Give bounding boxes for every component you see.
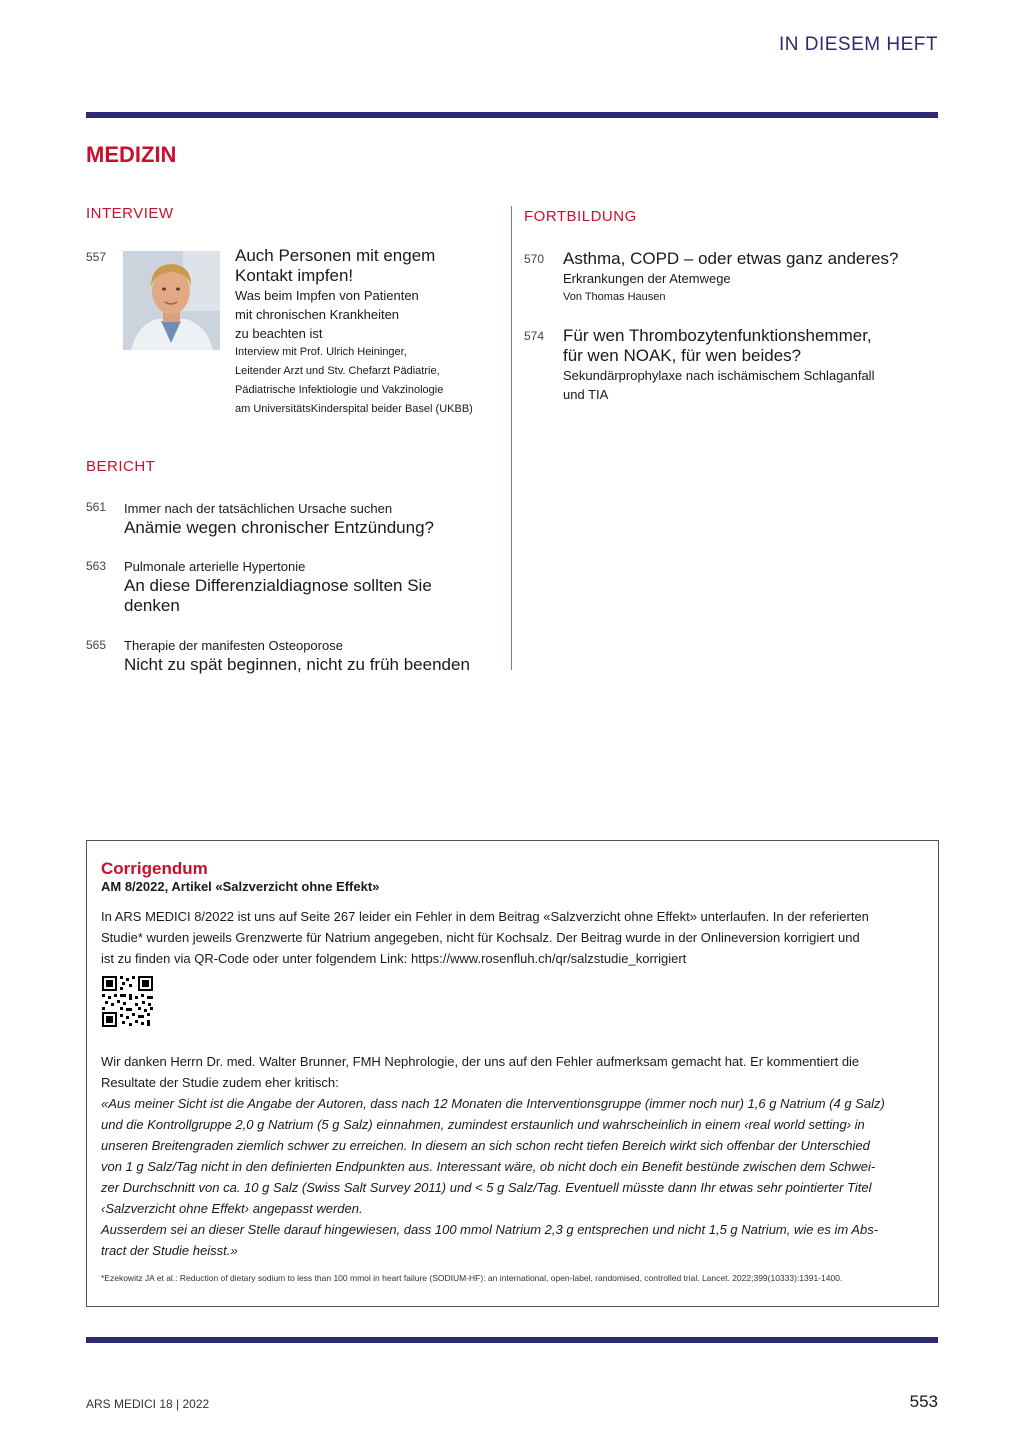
- footnote: *Ezekowitz JA et al.: Reduction of dietary sodium to less than 100 mmol in heart failure (SODIUM-HF): an international, open-label, randomised, controlled trial. Lancet. 2022;399(10333):1391-1400.: [101, 1273, 843, 1283]
- interview-credit: am UniversitätsKinderspital beider Basel (UKBB): [235, 403, 473, 415]
- article-kicker: Immer nach der tatsächlichen Ursache suchen: [124, 501, 393, 516]
- journal-issue: ARS MEDICI 18 | 2022: [86, 1397, 210, 1411]
- quote-line: tract der Studie heisst.»: [101, 1243, 238, 1258]
- article-subtitle: Erkrankungen der Atemwege: [563, 271, 731, 286]
- bericht-entry[interactable]: [124, 499, 434, 538]
- page-number: 565: [86, 638, 107, 652]
- quote-line: «Aus meiner Sicht ist die Angabe der Autoren, dass nach 12 Monaten die Interventionsgruppe (immer noch nur) 1,6 g Natrium (4 g Salz): [101, 1096, 885, 1111]
- quote-line: von 1 g Salz/Tag nicht in den definierten Endpunkten aus. Interessant wäre, ob nicht doch ein Benefit bestünde zwischen dem Schwei-: [101, 1159, 876, 1174]
- article-kicker: Therapie der manifesten Osteoporose: [124, 638, 343, 653]
- text-line[interactable]: ist zu finden via QR-Code oder unter folgendem Link: https://www.rosenfluh.ch/qr/salzstudie_korrigiert: [101, 951, 687, 966]
- corrigendum-paragraph: [101, 906, 927, 969]
- article-title: für wen NOAK, für wen beides?: [563, 346, 802, 365]
- article-title: denken: [124, 596, 180, 615]
- page-number: 574: [524, 329, 545, 343]
- folio-page-number: 553: [909, 1392, 938, 1411]
- quote-line: und die Kontrollgruppe 2,0 g Natrium (5 g Salz) einnahmen, zumindest erstaunlich und wahrscheinlich in einem ‹real world setting› in: [101, 1117, 865, 1132]
- qr-code-graphic: [102, 976, 153, 1027]
- bottom-divider: [86, 1337, 938, 1343]
- bericht-entry[interactable]: [124, 636, 470, 675]
- corrigendum-header: [101, 859, 927, 894]
- interview-credit: Interview mit Prof. Ulrich Heininger,: [235, 346, 407, 358]
- article-subtitle: mit chronischen Krankheiten: [235, 307, 400, 322]
- page-number: 561: [86, 500, 107, 514]
- article-title: Anämie wegen chronischer Entzündung?: [124, 518, 434, 537]
- interview-entry[interactable]: [235, 246, 473, 419]
- article-subtitle: und TIA: [563, 387, 609, 402]
- article-title: Nicht zu spät beginnen, nicht zu früh beenden: [124, 655, 470, 674]
- running-header: IN DIESEM HEFT: [778, 34, 938, 55]
- text-line: Studie* wurden jeweils Grenzwerte für Natrium angegeben, nicht für Kochsalz. Der Beitrag wurde in der Onlineversion korrigiert und: [101, 930, 860, 945]
- portrait-illustration: [123, 251, 220, 350]
- article-title: Für wen Thrombozytenfunktionshemmer,: [563, 326, 872, 345]
- interview-credit: Leitender Arzt und Stv. Chefarzt Pädiatrie,: [235, 365, 440, 377]
- bericht-entry[interactable]: [124, 557, 432, 616]
- article-title: Kontakt impfen!: [235, 266, 354, 285]
- qr-code-icon[interactable]: [102, 976, 153, 1027]
- fortbildung-entry[interactable]: [563, 249, 898, 307]
- article-subtitle: Sekundärprophylaxe nach ischämischem Schlaganfall: [563, 368, 875, 383]
- article-title: An diese Differenzialdiagnose sollten Sie: [124, 576, 432, 595]
- article-author: Von Thomas Hausen: [563, 291, 666, 303]
- quote-line: zer Durchschnitt von ca. 10 g Salz (Swiss Salt Survey 2011) und < 5 g Salz/Tag. Eventuell müsste dann Ihr etwas sehr pointierter Titel: [101, 1180, 872, 1195]
- page-number: 557: [86, 250, 107, 264]
- fortbildung-entry[interactable]: [563, 326, 874, 404]
- article-subtitle: Was beim Impfen von Patienten: [235, 288, 419, 303]
- article-title: Asthma, COPD – oder etwas ganz anderes?: [563, 249, 899, 268]
- corrigendum-thanks: [101, 1051, 927, 1261]
- quote-line: ‹Salzverzicht ohne Effekt› angepasst werden.: [101, 1201, 363, 1216]
- page-number: 563: [86, 559, 107, 573]
- top-divider: [86, 112, 938, 118]
- article-subtitle: zu beachten ist: [235, 326, 323, 341]
- portrait-photo: [123, 251, 220, 350]
- quote-line: unseren Breitengraden ziemlich schwer zu erreichen. In diesem an sich schon recht tiefen Bereich wirkt sich offenbar der Unterschied: [101, 1138, 870, 1153]
- bericht-label: BERICHT: [86, 458, 156, 475]
- quote-line: Ausserdem sei an dieser Stelle darauf hingewiesen, dass 100 mmol Natrium 2,3 g entsprechen und nicht 1,5 g Natrium, wie es im Abs-: [101, 1222, 879, 1237]
- corrigendum-title: Corrigendum: [101, 859, 208, 878]
- article-kicker: Pulmonale arterielle Hypertonie: [124, 559, 306, 574]
- column-divider: [511, 206, 512, 670]
- fortbildung-label: FORTBILDUNG: [524, 208, 637, 225]
- article-title: Auch Personen mit engem: [235, 246, 436, 265]
- section-title: MEDIZIN: [86, 142, 177, 167]
- corrigendum-subtitle: AM 8/2022, Artikel «Salzverzicht ohne Effekt»: [101, 879, 380, 894]
- text-line: Resultate der Studie zudem eher kritisch:: [101, 1075, 339, 1090]
- text-line: Wir danken Herrn Dr. med. Walter Brunner, FMH Nephrologie, der uns auf den Fehler aufmerksam gemacht hat. Er kommentiert die: [101, 1054, 860, 1069]
- interview-label: INTERVIEW: [86, 205, 174, 222]
- interview-credit: Pädiatrische Infektiologie und Vakzinologie: [235, 384, 444, 396]
- page-number: 570: [524, 252, 545, 266]
- text-line: In ARS MEDICI 8/2022 ist uns auf Seite 267 leider ein Fehler in dem Beitrag «Salzverzicht ohne Effekt» unterlaufen. In der referierten: [101, 909, 869, 924]
